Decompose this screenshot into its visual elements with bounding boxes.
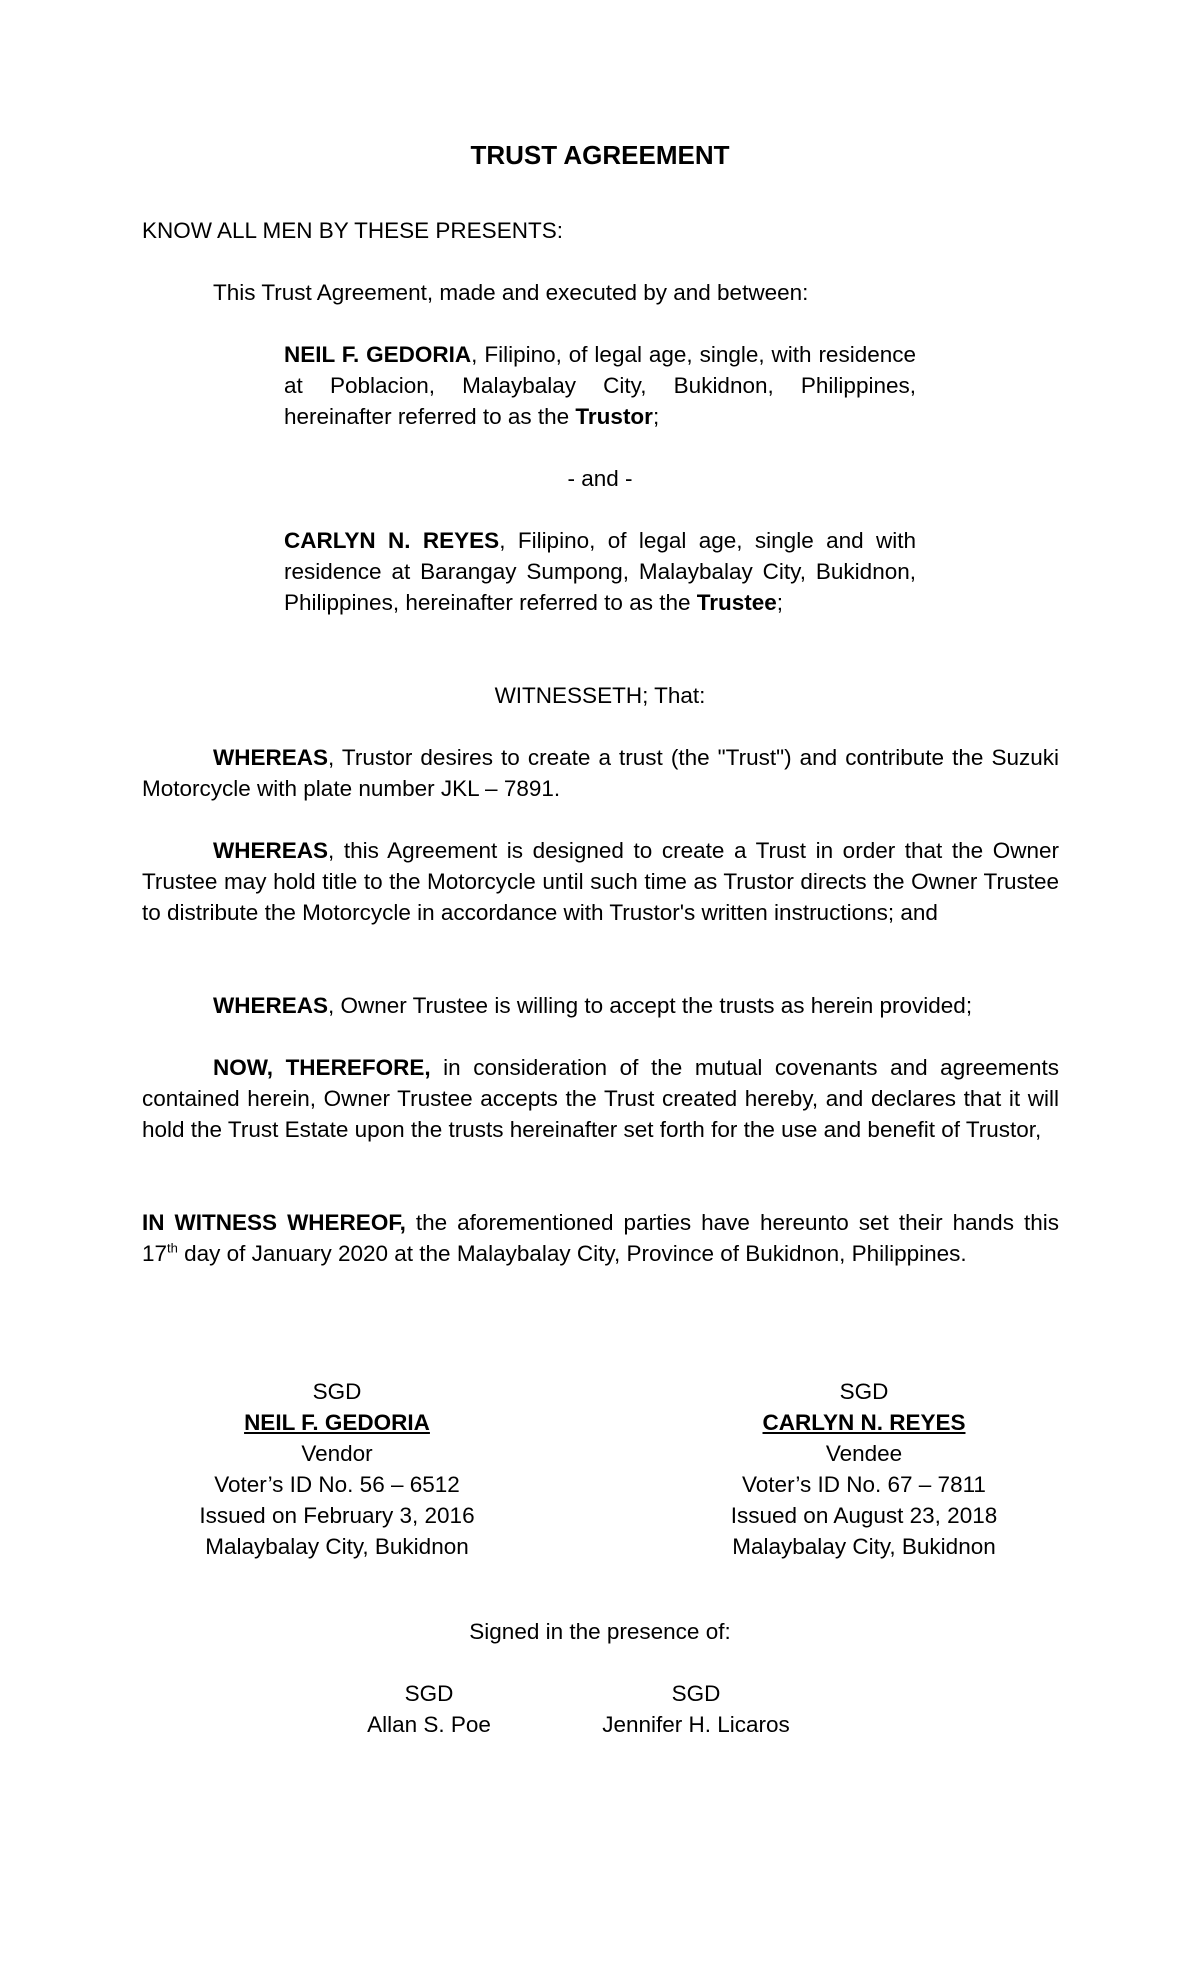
clause-text: , Owner Trustee is willing to accept the trusts as herein provided; [328, 993, 973, 1018]
whereas-clause-2 [142, 835, 1059, 928]
trustee-name: CARLYN N. REYES [284, 528, 500, 553]
trustee-role: Trustee [696, 590, 777, 615]
and-separator: - and - [567, 466, 633, 491]
trustor-text: , Filipino, of legal age, single, with residence at Poblacion, Malaybalay City, Bukidnon, Philippines, hereinafter referred to as the [284, 342, 916, 429]
whereas-clause-1 [142, 742, 1059, 804]
clause-lead: WHEREAS [213, 745, 329, 770]
trustor-end: ; [652, 404, 660, 429]
signatory-issued: Issued on February 3, 2016 [199, 1503, 475, 1528]
signatory-id: Voter’s ID No. 56 – 6512 [214, 1472, 460, 1497]
clause-text-end: day of January 2020 at the Malaybalay City, Province of Bukidnon, Philippines. [177, 1241, 967, 1266]
clause-text: in consideration of the mutual covenants and agreements contained herein, Owner Trustee accepts the Trust created hereby, and declares that it will hold the Trust Estate upon the trusts hereinafter set forth for the use and benefit of Trustor, [142, 1055, 1059, 1142]
made-by-line: This Trust Agreement, made and executed by and between: [213, 280, 809, 305]
signatory-place: Malaybalay City, Bukidnon [732, 1534, 996, 1559]
witness-name: Jennifer H. Licaros [602, 1712, 790, 1737]
now-therefore-clause [142, 1052, 1059, 1145]
clause-lead: WHEREAS [213, 838, 329, 863]
clause-lead: WHEREAS [213, 993, 329, 1018]
clause-text: , Trustor desires to create a trust (the "Trust") and contribute the Suzuki Motorcycle with plate number JKL – 7891. [142, 745, 1059, 801]
sgd-mark: SGD [312, 1379, 362, 1404]
witness-name: Allan S. Poe [367, 1712, 491, 1737]
trustee-end: ; [776, 590, 784, 615]
whereas-clause-3 [142, 990, 1059, 1021]
signatory-place: Malaybalay City, Bukidnon [205, 1534, 469, 1559]
clause-text: , this Agreement is designed to create a Trust in order that the Owner Trustee may hold title to the Motorcycle until such time as Trustor directs the Owner Trustee to distribute the Motorcycle in accordance with Trustor's written instructions; and [142, 838, 1059, 925]
presence-line: Signed in the presence of: [469, 1619, 731, 1644]
signatory-name: NEIL F. GEDORIA [244, 1410, 430, 1435]
clause-text: the aforementioned parties have hereunto set their hands this 17 [142, 1210, 1059, 1266]
clause-lead: NOW, THEREFORE, [213, 1055, 431, 1080]
witness-block-1 [299, 1678, 559, 1740]
signatory-issued: Issued on August 23, 2018 [730, 1503, 998, 1528]
intro-line: KNOW ALL MEN BY THESE PRESENTS: [142, 218, 563, 243]
signatory-role: Vendee [825, 1441, 903, 1466]
sgd-mark: SGD [404, 1681, 454, 1706]
trustee-text: , Filipino, of legal age, single and with residence at Barangay Sumpong, Malaybalay City, Bukidnon, Philippines, hereinafter referred to as the [284, 528, 916, 615]
document-title: TRUST AGREEMENT [470, 140, 730, 170]
signatory-name: CARLYN N. REYES [762, 1410, 966, 1435]
signatory-role: Vendor [301, 1441, 373, 1466]
trustor-role: Trustor [575, 404, 653, 429]
ordinal-suffix: th [167, 1240, 178, 1256]
witness-whereof-clause [142, 1207, 1059, 1269]
sgd-mark: SGD [839, 1379, 889, 1404]
witnesseth-heading: WITNESSETH; That: [494, 683, 706, 708]
witness-block-2 [566, 1678, 826, 1740]
signature-block-vendor [137, 1376, 537, 1562]
signatory-id: Voter’s ID No. 67 – 7811 [742, 1472, 986, 1497]
trustor-name: NEIL F. GEDORIA [284, 342, 472, 367]
sgd-mark: SGD [671, 1681, 721, 1706]
trustee-paragraph [284, 525, 916, 618]
signature-block-vendee [664, 1376, 1064, 1562]
clause-lead: IN WITNESS WHEREOF, [142, 1210, 406, 1235]
trustor-paragraph [284, 339, 916, 432]
